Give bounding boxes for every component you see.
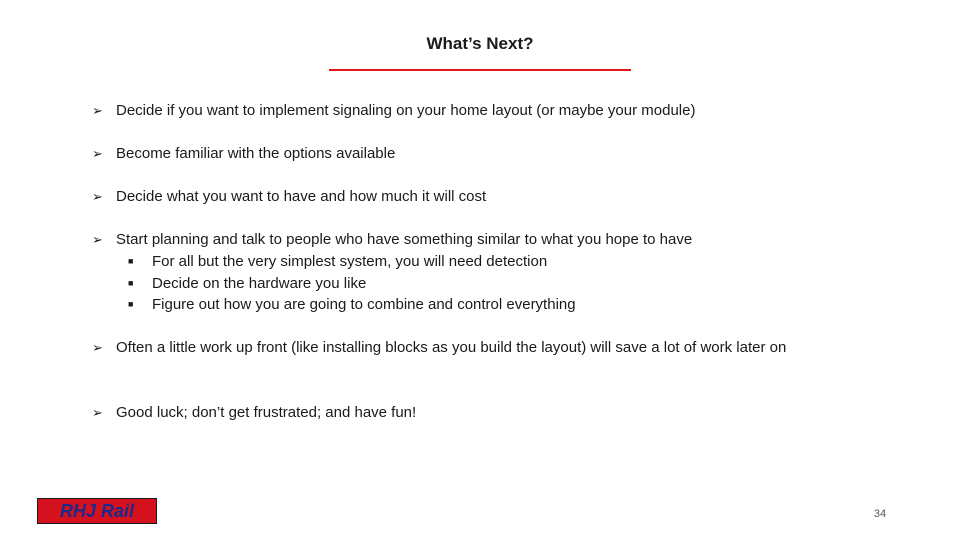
arrow-bullet-icon: ➢ xyxy=(92,232,103,247)
page-number: 34 xyxy=(873,508,887,520)
sub-bullet-text: For all but the very simplest system, you will need detection xyxy=(152,253,548,270)
bullet-item xyxy=(92,100,816,121)
bullet-text: Start planning and talk to people who have something similar to what you hope to have xyxy=(116,231,693,248)
bullet-text: Decide what you want to have and how much it will cost xyxy=(116,188,487,205)
bullet-text: Become familiar with the options available xyxy=(116,145,396,162)
arrow-bullet-icon: ➢ xyxy=(92,405,103,420)
sub-bullet-item xyxy=(128,251,547,272)
bullet-item xyxy=(92,143,816,164)
sub-bullet-text: Figure out how you are going to combine and control everything xyxy=(152,296,576,313)
bullet-text: Decide if you want to implement signaling on your home layout (or maybe your module) xyxy=(116,102,696,119)
slide-title: What’s Next? xyxy=(426,34,534,53)
arrow-bullet-icon: ➢ xyxy=(92,103,103,118)
bullet-text: Often a little work up front (like installing blocks as you build the layout) will save a lot of work later on xyxy=(116,339,787,356)
square-bullet-icon: ■ xyxy=(128,256,134,266)
sub-bullet-item xyxy=(128,273,366,294)
title-underline xyxy=(329,69,631,71)
arrow-bullet-icon: ➢ xyxy=(92,340,103,355)
bullet-item xyxy=(92,186,816,207)
sub-bullet-text: Decide on the hardware you like xyxy=(152,275,367,292)
bullet-text: Good luck; don’t get frustrated; and have fun! xyxy=(116,404,417,421)
bullet-item xyxy=(92,402,816,423)
square-bullet-icon: ■ xyxy=(128,278,134,288)
bullet-item xyxy=(92,229,816,250)
square-bullet-icon: ■ xyxy=(128,299,134,309)
bullet-item xyxy=(92,337,816,358)
sub-bullet-item xyxy=(128,294,576,315)
arrow-bullet-icon: ➢ xyxy=(92,189,103,204)
rhj-rail-logo: RHJ Rail xyxy=(37,498,157,524)
arrow-bullet-icon: ➢ xyxy=(92,146,103,161)
